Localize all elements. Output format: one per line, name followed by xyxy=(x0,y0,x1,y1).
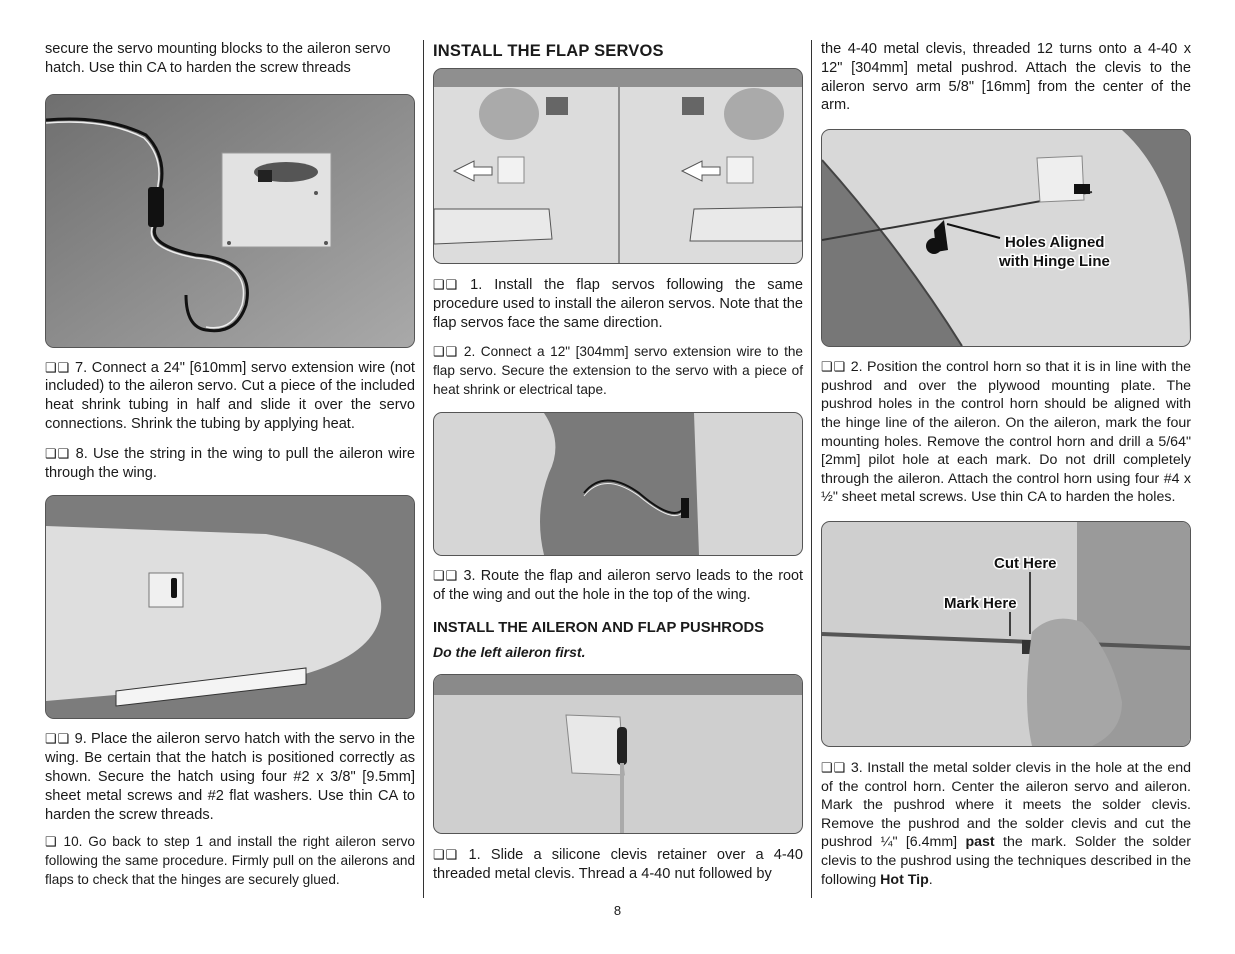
pushrod-step-3 xyxy=(821,759,1191,889)
checkbox-icon[interactable]: ❑ xyxy=(57,445,70,461)
photo-flap-extension xyxy=(433,412,803,556)
intro-text: secure the servo mounting blocks to the aileron servo hatch. Use thin CA to harden the screw threads xyxy=(45,41,391,76)
pushrod-step-1 xyxy=(433,846,803,884)
pushrod-step-1-continued: the 4-40 metal clevis, threaded 12 turns onto a 4-40 x 12" [304mm] metal pushrod. Attach the clevis to the aileron servo arm 5/8" [16mm] from the center of the arm. xyxy=(821,41,1191,114)
checkbox-icon[interactable]: ❑ xyxy=(433,568,445,584)
checkbox-icon[interactable]: ❑ xyxy=(45,445,57,461)
photo-holes-aligned xyxy=(821,129,1191,347)
flap-step-2-text: 2. Connect a 12" [304mm] servo extension wire to the flap servo. Secure the extension to the servo with a piece of heat shrink or electrical tape. xyxy=(433,344,803,397)
checkbox-icon[interactable]: ❑ xyxy=(445,846,458,862)
emphasis-past: past xyxy=(965,834,995,851)
pushrod-step-3-text-b: the mark. Solder the solder clevis to the pushrod using the techniques described in the following xyxy=(821,834,1191,888)
checkbox-icon[interactable]: ❑ xyxy=(45,359,57,375)
checkbox-icon[interactable]: ❑ xyxy=(45,731,57,747)
checkbox-icon[interactable]: ❑ xyxy=(445,568,458,584)
subheading-left-aileron: Do the left aileron first. xyxy=(433,643,586,660)
photo-cut-mark-here xyxy=(821,521,1191,747)
label-cut-here: Cut Here xyxy=(994,554,1057,572)
label-with-hinge-line: with Hinge Line xyxy=(999,253,1110,271)
step-7 xyxy=(45,359,415,434)
label-holes-aligned: Holes Aligned xyxy=(1005,234,1105,252)
column-1 xyxy=(45,40,415,889)
hot-tip-reference: Hot Tip xyxy=(880,871,929,888)
flap-step-1-text: 1. Install the flap servos following the same procedure used to install the aileron servos. Note that the flap servos face the same direction. xyxy=(433,277,803,331)
step-8 xyxy=(45,445,415,483)
column-3 xyxy=(821,40,1191,889)
step-10-text: 10. Go back to step 1 and install the right aileron servo following the same procedure. Firmly pull on the ailerons and flaps to check that the hinges are securely glued. xyxy=(45,834,415,887)
pushrod-step-3-text-a: 3. Install the metal solder clevis in the hole at the end of the control horn. Center the aileron servo and aileron. Mark the pushrod where it meets the solder clevis. Remove the pushrod and the solder clevis and cut the pushrod ¼" [6.4mm] xyxy=(821,759,1191,851)
checkbox-icon[interactable]: ❑ xyxy=(821,359,833,375)
step-9-text: 9. Place the aileron servo hatch with the servo in the wing. Be certain that the hatch is positioned correctly as shown. Secure the hatch using four #2 x 3/8" [9.5mm] sheet metal screws and #2 flat washers. Use thin CA to harden the screw threads. xyxy=(45,731,416,823)
checkbox-icon[interactable]: ❑ xyxy=(821,759,833,775)
checkbox-icon[interactable]: ❑ xyxy=(445,344,458,360)
photo-aileron-clevis xyxy=(433,674,803,834)
pushrod-step-3-text-c: . xyxy=(928,871,933,888)
pushrod-step-2-text: 2. Position the control horn so that it is in line with the pushrod and over the plywood mounting plate. The pushrod holes in the control horn should be aligned with the hinge line of the aileron. On the aileron, mark the four mounting holes. Remove the control horn and drill a 5/64" [2mm] pilot hole at each mark. Do not drill completely through the aileron. Attach the control horn using four #4 x ½" sheet metal screws. Use thin CA to harden the holes. xyxy=(821,359,1191,506)
checkbox-icon[interactable]: ❑ xyxy=(45,834,57,850)
step-7-text: 7. Connect a 24" [610mm] servo extension wire (not included) to the aileron servo. Cut a piece of the included heat shrink tubing in half and slide it over the servo connections. Shrink the tubing by applying heat. xyxy=(45,359,415,432)
checkbox-icon[interactable]: ❑ xyxy=(433,846,445,862)
column-divider xyxy=(811,40,812,898)
photo-wing-hatch xyxy=(45,495,415,719)
flap-step-3-text: 3. Route the flap and aileron servo leads to the root of the wing and out the hole in the top of the wing. xyxy=(433,568,804,603)
step-8-text: 8. Use the string in the wing to pull the aileron wire through the wing. xyxy=(45,445,415,481)
column-divider xyxy=(423,40,424,898)
flap-step-2 xyxy=(433,343,803,399)
section-heading-pushrods: INSTALL THE AILERON AND FLAP PUSHRODS xyxy=(433,619,765,636)
photo-flap-servos xyxy=(433,68,803,264)
section-heading-flap-servos: INSTALL THE FLAP SERVOS xyxy=(433,42,664,60)
checkbox-icon[interactable]: ❑ xyxy=(445,277,458,292)
checkbox-icon[interactable]: ❑ xyxy=(433,277,445,292)
label-mark-here: Mark Here xyxy=(944,594,1017,612)
checkbox-icon[interactable]: ❑ xyxy=(433,344,445,360)
step-10 xyxy=(45,833,415,889)
photo-servo-hatch-extension xyxy=(45,94,415,348)
flap-step-1 xyxy=(433,276,803,332)
pushrod-step-2 xyxy=(821,358,1191,507)
step-9 xyxy=(45,730,415,824)
flap-step-3 xyxy=(433,567,803,605)
pushrod-step-1-text: 1. Slide a silicone clevis retainer over a 4-40 threaded metal clevis. Thread a 4-40 nut followed by xyxy=(433,846,803,882)
column-2 xyxy=(433,40,803,883)
page-number: 8 xyxy=(613,903,622,918)
checkbox-icon[interactable]: ❑ xyxy=(57,359,70,375)
checkbox-icon[interactable]: ❑ xyxy=(833,359,846,375)
checkbox-icon[interactable]: ❑ xyxy=(833,759,846,775)
checkbox-icon[interactable]: ❑ xyxy=(57,731,70,747)
